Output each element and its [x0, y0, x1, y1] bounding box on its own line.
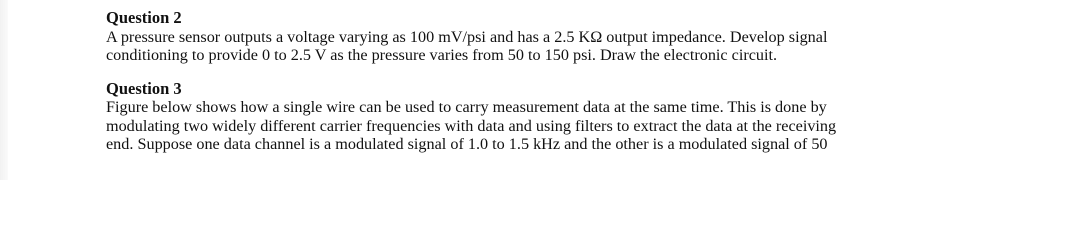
question-2-line-1: A pressure sensor outputs a voltage varying as 100 mV/psi and has a 2.5 KΩ output impedance. Develop signal — [106, 27, 828, 46]
question-2-heading: Question 2 — [106, 8, 182, 27]
question-2-block — [106, 9, 1006, 65]
question-2-line-2: conditioning to provide 0 to 2.5 V as the pressure varies from 50 to 150 psi. Draw the electronic circuit. — [106, 46, 778, 64]
paragraph-gap — [106, 65, 1006, 80]
question-3-line-3: end. Suppose one data channel is a modulated signal of 1.0 to 1.5 kHz and the other is a modulated signal of 50 — [106, 135, 828, 153]
question-3-line-2: modulating two widely different carrier frequencies with data and using filters to extract the data at the receiving — [106, 116, 837, 135]
question-3-heading: Question 3 — [106, 78, 182, 98]
page-left-edge — [0, 0, 8, 180]
question-3-block — [106, 80, 1006, 154]
document-body — [106, 9, 1006, 154]
question-3-line-1: Figure below shows how a single wire can be used to carry measurement data at the same time. This is done by — [106, 98, 827, 116]
